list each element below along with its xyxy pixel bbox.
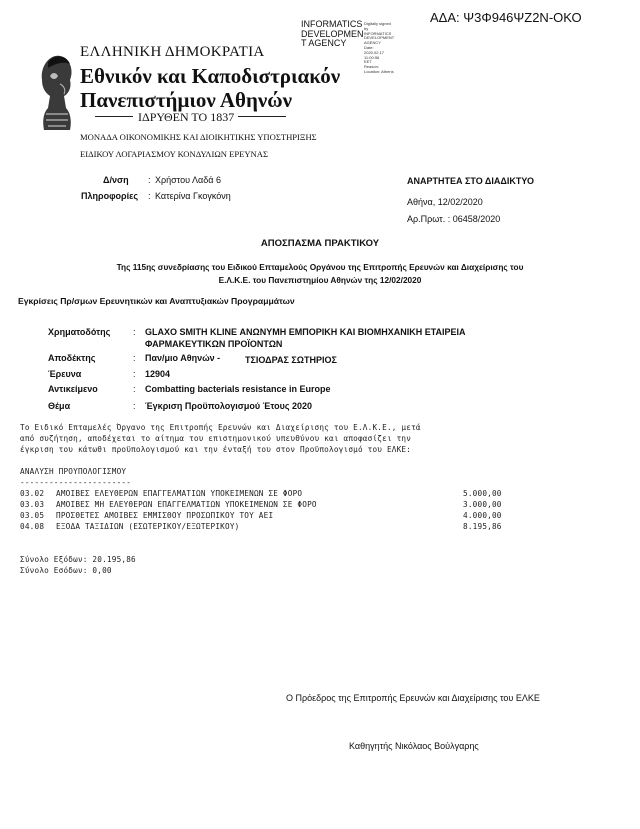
- budget-heading: ΑΝΑΛΥΣΗ ΠΡΟΥΠΟΛΟΓΙΣΜΟΥ: [20, 467, 127, 476]
- object-colon: :: [133, 384, 136, 394]
- document-title: ΑΠΟΣΠΑΣΜΑ ΠΡΑΚΤΙΚΟΥ: [260, 238, 380, 249]
- document-subtitle-line1: Της 115ης συνεδρίασης του Ειδικού Επταμελούς Οργάνου της Επιτροπής Ερευνών και Διαχείρισης του: [116, 262, 524, 272]
- budget-code: 04.08: [20, 522, 45, 531]
- subject-label: Θέμα: [48, 401, 71, 411]
- info-colon: :: [148, 191, 151, 201]
- decision-text-line3: έγκριση του κάτωθι προϋπολογισμού και την ένταξή του στον Προϋπολογισμό του ΕΛΚΕ:: [20, 445, 412, 454]
- founded-rule-left: [95, 116, 133, 117]
- founded-year: ΙΔΡΥΘΕΝ ΤΟ 1837: [138, 110, 235, 124]
- chair-name: Καθηγητής Νικόλαος Βούλγαρης: [349, 741, 479, 751]
- budget-description: ΠΡΟΣΘΕΤΕΣ ΑΜΟΙΒΕΣ ΕΜΜΙΣΘΟΥ ΠΡΟΣΩΠΙΚΟΥ ΤΟΥ ΑΕΙ: [56, 511, 274, 520]
- posting-date: Αθήνα, 12/02/2020: [407, 197, 483, 207]
- founded-rule-right: [238, 116, 286, 117]
- signature-details: Digitally signed by INFORMATICS DEVELOPMENT AGENCY Date: 2020.02.17 11:00:56 EET Reason: Location: Athens: [364, 21, 395, 74]
- address-value: Χρήστου Λαδά 6: [155, 175, 221, 185]
- budget-amount: 5.000,00: [463, 489, 502, 498]
- budget-description: ΑΜΟΙΒΕΣ ΜΗ ΕΛΕΥΘΕΡΩΝ ΕΠΑΓΓΕΛΜΑΤΙΩΝ ΥΠΟΚΕΙΜΕΝΩΝ ΣΕ ΦΟΡΟ: [56, 500, 317, 509]
- budget-code: 03.02: [20, 489, 45, 498]
- university-emblem-icon: [36, 50, 76, 134]
- total-expenses: Σύνολο Εξόδων: 20.195,86: [20, 555, 136, 564]
- recipient-colon: :: [133, 353, 136, 363]
- budget-description: ΕΞΟΔΑ ΤΑΞΙΔΙΩΝ (ΕΣΩΤΕΡΙΚΟΥ/ΕΞΩΤΕΡΙΚΟΥ): [56, 522, 240, 531]
- total-income: Σύνολο Εσόδων: 0,00: [20, 566, 112, 575]
- funder-label: Χρηματοδότης: [48, 327, 111, 337]
- funder-value-line1: GLAXO SMITH KLINE ΑΝΩΝΥΜΗ ΕΜΠΟΡΙΚΗ ΚΑΙ ΒΙΟΜΗΧΑΝΙΚΗ ΕΤΑΙΡΕΙΑ: [145, 327, 466, 337]
- university-name-line2: Πανεπιστήμιον Αθηνών: [80, 88, 293, 112]
- subject-colon: :: [133, 401, 136, 411]
- address-label: Δ/νση: [103, 175, 129, 185]
- decision-text-line1: Το Ειδικό Επταμελές Όργανο της Επιτροπής Ερευνών και Διαχείρισης του Ε.Λ.Κ.Ε., μετά: [20, 423, 421, 432]
- info-value: Κατερίνα Γκογκόνη: [155, 191, 231, 201]
- research-colon: :: [133, 369, 136, 379]
- section-heading: Εγκρίσεις Πρ/σμων Ερευνητικών και Αναπτυξιακών Προγραμμάτων: [18, 296, 295, 306]
- signature-organization: INFORMATICS DEVELOPMEN T AGENCY: [301, 19, 364, 48]
- unit-line2: ΕΙΔΙΚΟΥ ΛΟΓΑΡΙΑΣΜΟΥ ΚΟΝΔΥΛΙΩΝ ΕΡΕΥΝΑΣ: [80, 149, 268, 159]
- document-subtitle-line2: Ε.Λ.Κ.Ε. του Πανεπιστημίου Αθηνών της 12/02/2020: [218, 275, 422, 285]
- unit-line1: ΜΟΝΑΔΑ ΟΙΚΟΝΟΜΙΚΗΣ ΚΑΙ ΔΙΟΙΚΗΤΙΚΗΣ ΥΠΟΣΤΗΡΙΞΗΣ: [80, 132, 317, 142]
- decision-text-line2: από συζήτηση, αποδέχεται το αίτημα του επιστημονικού υπευθύνου και αποφασίζει την: [20, 434, 412, 443]
- funder-value-line2: ΦΑΡΜΑΚΕΥΤΙΚΩΝ ΠΡΟΪΟΝΤΩΝ: [145, 339, 283, 349]
- protocol-number: Αρ.Πρωτ. : 06458/2020: [407, 214, 501, 224]
- budget-code: 03.05: [20, 511, 45, 520]
- object-label: Αντικείμενο: [48, 384, 98, 394]
- research-value: 12904: [145, 369, 171, 379]
- ada-code: ΑΔΑ: Ψ3Φ946ΨΖ2Ν-ΟΚΟ: [430, 10, 582, 25]
- subject-value: Έγκριση Προϋπολογισμού Έτους 2020: [145, 401, 313, 411]
- budget-amount: 4.000,00: [463, 511, 502, 520]
- address-colon: :: [148, 175, 151, 185]
- info-label: Πληροφορίες: [81, 191, 139, 201]
- budget-code: 03.03: [20, 500, 45, 509]
- posting-notice: ΑΝΑΡΤΗΤΕΑ ΣΤΟ ΔΙΑΔΙΚΤΥΟ: [407, 176, 534, 186]
- object-value: Combatting bacterials resistance in Europe: [145, 384, 331, 394]
- university-name-line1: Εθνικόν και Καποδιστριακόν: [80, 64, 341, 88]
- recipient-person: ΤΣΙΟΔΡΑΣ ΣΩΤΗΡΙΟΣ: [245, 355, 337, 365]
- budget-divider: -----------------------: [20, 478, 132, 487]
- budget-description: ΑΜΟΙΒΕΣ ΕΛΕΥΘΕΡΩΝ ΕΠΑΓΓΕΛΜΑΤΙΩΝ ΥΠΟΚΕΙΜΕΝΩΝ ΣΕ ΦΟΡΟ: [56, 489, 303, 498]
- research-label: Έρευνα: [48, 369, 82, 379]
- recipient-value: Παν/μιο Αθηνών -: [145, 353, 221, 363]
- funder-colon: :: [133, 327, 136, 337]
- recipient-label: Αποδέκτης: [48, 353, 96, 363]
- chair-title: Ο Πρόεδρος της Επιτροπής Ερευνών και Διαχείρισης του ΕΛΚΕ: [286, 693, 540, 703]
- republic-title: ΕΛΛΗΝΙΚΗ ΔΗΜΟΚΡΑΤΙΑ: [80, 44, 265, 60]
- budget-amount: 3.000,00: [463, 500, 502, 509]
- budget-amount: 8.195,86: [463, 522, 502, 531]
